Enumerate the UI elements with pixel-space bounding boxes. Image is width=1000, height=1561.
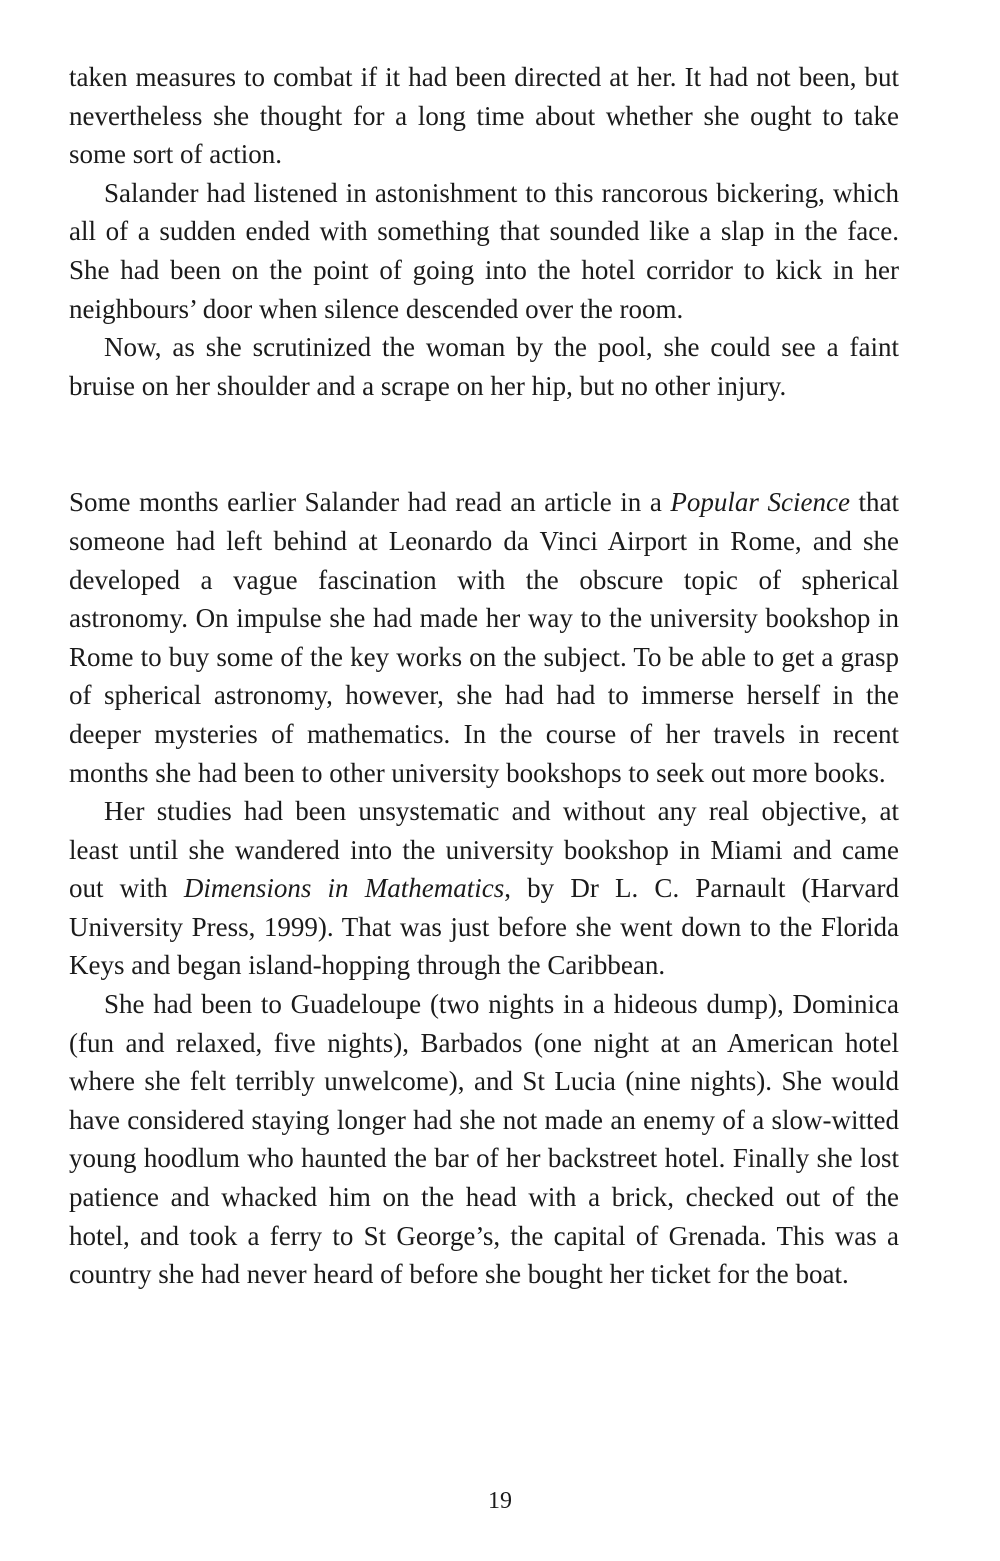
paragraph-text: taken measures to combat if it had been directed at her. It had not been, but nevertheless she thought for a long time about whether she ought to take some sort of action. [69, 62, 899, 170]
paragraph-1 [69, 58, 899, 174]
section-break [69, 405, 899, 483]
page-body [69, 58, 899, 1294]
paragraph-4 [69, 483, 899, 792]
paragraph-text: , by Dr L. C. Parnault (Harvard University Press, 1999). That was just before she went down to the Florida Keys and began island-hopping through the Caribbean. [69, 873, 899, 981]
book-title-dimensions-in-mathematics: Dimensions in Mathematics [183, 873, 505, 904]
paragraph-text: Her studies had been unsystematic and without any real objective, at least until she wandered into the university bookshop in Miami and came out with [69, 796, 899, 904]
paragraph-text: Some months earlier Salander had read an article in a [69, 487, 671, 518]
paragraph-5 [69, 792, 899, 985]
paragraph-text: Salander had listened in astonishment to this rancorous bickering, which all of a sudden ended with something that sounded like a slap in the face. She had been on the point of going into the hotel corridor to kick in her neighbours’ door when silence descended over the room. [69, 177, 899, 324]
paragraph-text: that someone had left behind at Leonardo da Vinci Airport in Rome, and she developed a vague fascination with the obscure topic of spherical astronomy. On impulse she had made her way to the university bookshop in Rome to buy some of the key works on the subject. To be able to get a grasp of spherical astronomy, however, she had had to immerse herself in the deeper mysteries of mathematics. In the course of her travels in recent months she had been to other university bookshops to seek out more books. [69, 487, 899, 788]
book-title-popular-science: Popular Science [670, 487, 850, 518]
paragraph-3 [69, 328, 899, 405]
paragraph-group-before-break [69, 58, 899, 405]
paragraph-2 [69, 174, 899, 328]
paragraph-6 [69, 985, 899, 1294]
paragraph-text: She had been to Guadeloupe (two nights in a hideous dump), Dominica (fun and relaxed, five nights), Barbados (one night at an American hotel where she felt terribly unwelcome), and St Lucia (nine nights). She would have considered staying longer had she not made an enemy of a slow-witted young hoodlum who haunted the bar of her backstreet hotel. Finally she lost patience and whacked him on the head with a brick, checked out of the hotel, and took a ferry to St George’s, the capital of Grenada. This was a country she had never heard of before she bought her ticket for the boat. [69, 989, 899, 1290]
paragraph-text: Now, as she scrutinized the woman by the pool, she could see a faint bruise on her shoulder and a scrape on her hip, but no other injury. [69, 332, 899, 401]
paragraph-group-after-break [69, 483, 899, 1293]
page-number: 19 [488, 1488, 512, 1514]
